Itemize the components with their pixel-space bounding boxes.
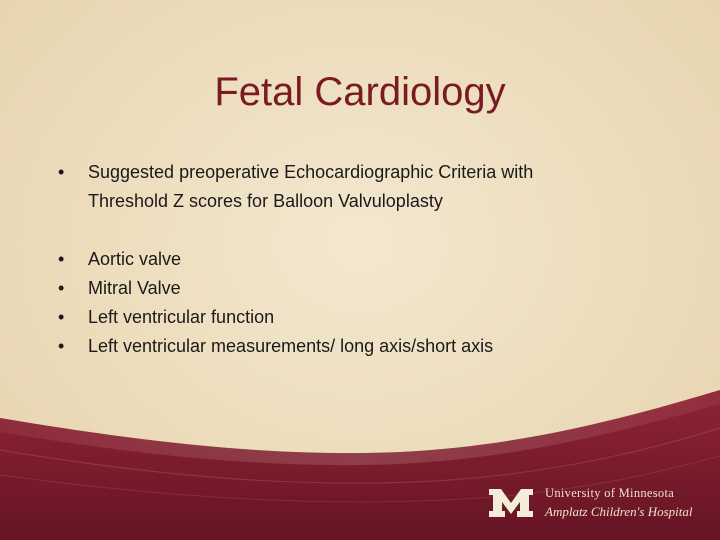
bullet-text-line2: Threshold Z scores for Balloon Valvuloplasty xyxy=(88,191,443,211)
bullet-item xyxy=(58,303,678,332)
hospital-name: Amplatz Children's Hospital xyxy=(545,504,693,519)
bullet-list xyxy=(58,158,678,361)
bullet-item xyxy=(58,274,678,303)
bullet-text: Mitral Valve xyxy=(88,278,181,298)
slide-title: Fetal Cardiology xyxy=(214,70,506,114)
organization-name xyxy=(545,486,692,520)
bullet-text: Left ventricular function xyxy=(88,307,275,327)
bullet-text-line1: Suggested preoperative Echocardiographic Criteria with xyxy=(88,162,534,182)
bullet-item xyxy=(58,332,678,361)
bullet-item xyxy=(58,158,678,216)
bullet-text: Left ventricular measurements/ long axis/short axis xyxy=(88,336,494,356)
bullet-text: Aortic valve xyxy=(88,249,182,269)
university-m-logo-icon xyxy=(487,487,535,519)
bullet-item xyxy=(58,245,678,274)
university-name: University of Minnesota xyxy=(545,486,675,500)
